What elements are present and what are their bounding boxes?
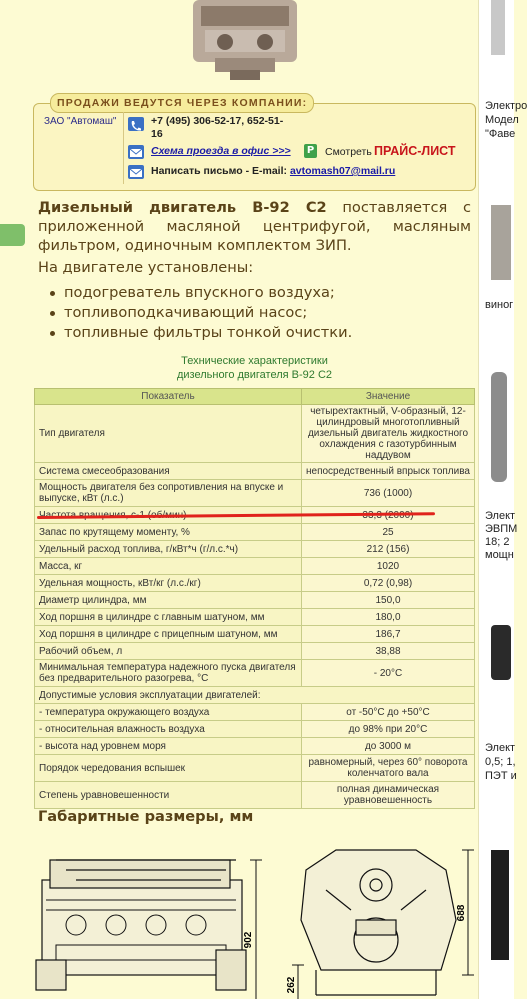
dimensions-title: Габаритные размеры, мм <box>38 808 254 825</box>
sales-title: ПРОДАЖИ ВЕДУТСЯ ЧЕРЕЗ КОМПАНИИ: <box>50 93 314 113</box>
table-row <box>35 558 475 575</box>
dimension-label-688: 688 <box>456 904 467 922</box>
header-value: Значение <box>302 389 475 405</box>
param-cell: Масса, кг <box>35 558 302 575</box>
spec-table <box>34 388 475 809</box>
sidebar-text-9[interactable]: Элект <box>485 742 516 754</box>
product-image-5[interactable] <box>491 850 509 960</box>
param-cell: Ход поршня в цилиндре с главным шатуном, мм <box>35 609 302 626</box>
table-row <box>35 575 475 592</box>
spec-title <box>34 354 475 382</box>
spec-title-line2: дизельного двигателя В-92 С2 <box>176 369 333 381</box>
table-row <box>35 755 475 782</box>
sidebar-text-11[interactable]: ПЭТ и <box>485 770 517 782</box>
intro-text: поставляется с приложенной масляной центрифугой, масляным фильтром, одиночным комплектом ЗИП. <box>38 199 471 254</box>
product-image-1[interactable] <box>491 0 505 55</box>
engine-intro <box>38 198 471 255</box>
sidebar-text-8[interactable]: мощн <box>485 549 514 561</box>
dimension-drawings <box>36 840 478 999</box>
table-row <box>35 524 475 541</box>
related-products-sidebar <box>478 0 527 999</box>
price-list-link[interactable]: ПРАЙС-ЛИСТ <box>374 144 456 158</box>
value-cell: 1020 <box>302 558 475 575</box>
phone-number: +7 (495) 306-52-17, 652-51-16 <box>151 115 284 140</box>
engine-front-view-drawing <box>301 850 456 995</box>
param-cell: Мощность двигателя без сопротивления на впуске и выпуске, кВт (л.с.) <box>35 480 302 507</box>
param-cell: Допустимые условия эксплуатации двигателей: <box>35 687 475 704</box>
param-cell: Диаметр цилиндра, мм <box>35 592 302 609</box>
header-parameter: Показатель <box>35 389 302 405</box>
product-image-2[interactable] <box>491 205 511 280</box>
table-row <box>35 405 475 463</box>
office-map-link[interactable]: Схема проезда в офис >>> <box>151 145 291 157</box>
installed-heading: На двигателе установлены: <box>38 259 254 276</box>
table-row <box>35 704 475 721</box>
sales-divider <box>123 112 124 184</box>
table-row <box>35 592 475 609</box>
param-cell: Система смесеобразования <box>35 463 302 480</box>
email-link[interactable]: avtomash07@mail.ru <box>289 165 396 177</box>
param-cell: - высота над уровнем моря <box>35 738 302 755</box>
price-list-icon[interactable]: P <box>304 144 317 158</box>
company-name: ЗАО "Автомаш" <box>44 116 117 127</box>
list-item: топливные фильтры тонкой очистки. <box>46 323 352 343</box>
table-row <box>35 660 475 687</box>
table-row <box>35 463 475 480</box>
value-cell: 186,7 <box>302 626 475 643</box>
param-cell: Порядок чередования вспышек <box>35 755 302 782</box>
table-row <box>35 643 475 660</box>
value-cell: 25 <box>302 524 475 541</box>
param-cell: Тип двигателя <box>35 405 302 463</box>
sidebar-text-6[interactable]: ЭВПМ <box>485 523 518 535</box>
sidebar-text-1[interactable]: Электро <box>485 100 527 112</box>
sidebar-text-5[interactable]: Элект <box>485 510 516 522</box>
table-row <box>35 609 475 626</box>
mail-label <box>151 165 395 178</box>
value-cell: равномерный, через 60° поворота коленчатого вала <box>302 755 475 782</box>
value-cell: 736 (1000) <box>302 480 475 507</box>
table-row <box>35 738 475 755</box>
value-cell: 212 (156) <box>302 541 475 558</box>
table-row <box>35 626 475 643</box>
param-cell: Удельная мощность, кВт/кг (л.с./кг) <box>35 575 302 592</box>
engine-photo-top <box>175 0 315 82</box>
price-see-label[interactable]: Смотреть <box>325 146 372 158</box>
sidebar-text-3[interactable]: "Фаве <box>485 128 516 140</box>
param-cell: Минимальная температура надежного пуска двигателя без предварительного разогрева, °С <box>35 660 302 687</box>
table-row <box>35 782 475 809</box>
value-cell: четырехтактный, V-образный, 12-цилиндровый многотопливный дизельный двигатель жидкостного охлаждения с газотурбинным наддувом <box>302 405 475 463</box>
envelope-icon <box>128 145 144 159</box>
list-item: топливоподкачивающий насос; <box>46 303 352 323</box>
value-cell: 0,72 (0,98) <box>302 575 475 592</box>
param-cell: Удельный расход топлива, г/кВт*ч (г/л.с.*ч) <box>35 541 302 558</box>
table-row <box>35 721 475 738</box>
param-cell: Степень уравновешенности <box>35 782 302 809</box>
side-tab-button[interactable] <box>0 224 25 246</box>
param-cell: Ход поршня в цилиндре с прицепным шатуном, мм <box>35 626 302 643</box>
engine-name: Дизельный двигатель В-92 С2 <box>38 199 327 216</box>
sidebar-text-2[interactable]: Модел <box>485 114 519 126</box>
param-cell: Запас по крутящему моменту, % <box>35 524 302 541</box>
value-cell: полная динамическая уравновешенность <box>302 782 475 809</box>
installed-list <box>46 283 352 343</box>
table-row <box>35 480 475 507</box>
value-cell: 38,88 <box>302 643 475 660</box>
dimension-902-marker <box>250 860 262 999</box>
mail-label-text: Написать письмо - E-mail: <box>151 165 290 177</box>
product-image-4[interactable] <box>491 625 511 680</box>
value-cell: 150,0 <box>302 592 475 609</box>
sidebar-text-7[interactable]: 18; 2 <box>485 536 510 548</box>
value-cell: до 98% при 20°С <box>302 721 475 738</box>
dimension-label-902: 902 <box>243 931 254 949</box>
mail-icon <box>128 165 144 179</box>
value-cell: от -50°С до +50°С <box>302 704 475 721</box>
list-item: подогреватель впускного воздуха; <box>46 283 352 303</box>
phone-icon <box>128 117 144 131</box>
param-cell: Рабочий объем, л <box>35 643 302 660</box>
value-cell: 180,0 <box>302 609 475 626</box>
dimension-label-262: 262 <box>286 976 297 994</box>
table-header-row <box>35 389 475 405</box>
param-cell: - относительная влажность воздуха <box>35 721 302 738</box>
value-cell: - 20°С <box>302 660 475 687</box>
value-cell: непосредственный впрыск топлива <box>302 463 475 480</box>
value-cell: до 3000 м <box>302 738 475 755</box>
sidebar-text-10[interactable]: 0,5; 1, <box>485 756 516 768</box>
product-image-3[interactable] <box>491 372 507 482</box>
spec-title-line1: Технические характеристики <box>181 355 328 367</box>
table-row <box>35 687 475 704</box>
engine-side-view-drawing <box>36 860 246 990</box>
table-row <box>35 541 475 558</box>
sidebar-text-4[interactable]: виног <box>485 299 514 311</box>
param-cell: - температура окружающего воздуха <box>35 704 302 721</box>
